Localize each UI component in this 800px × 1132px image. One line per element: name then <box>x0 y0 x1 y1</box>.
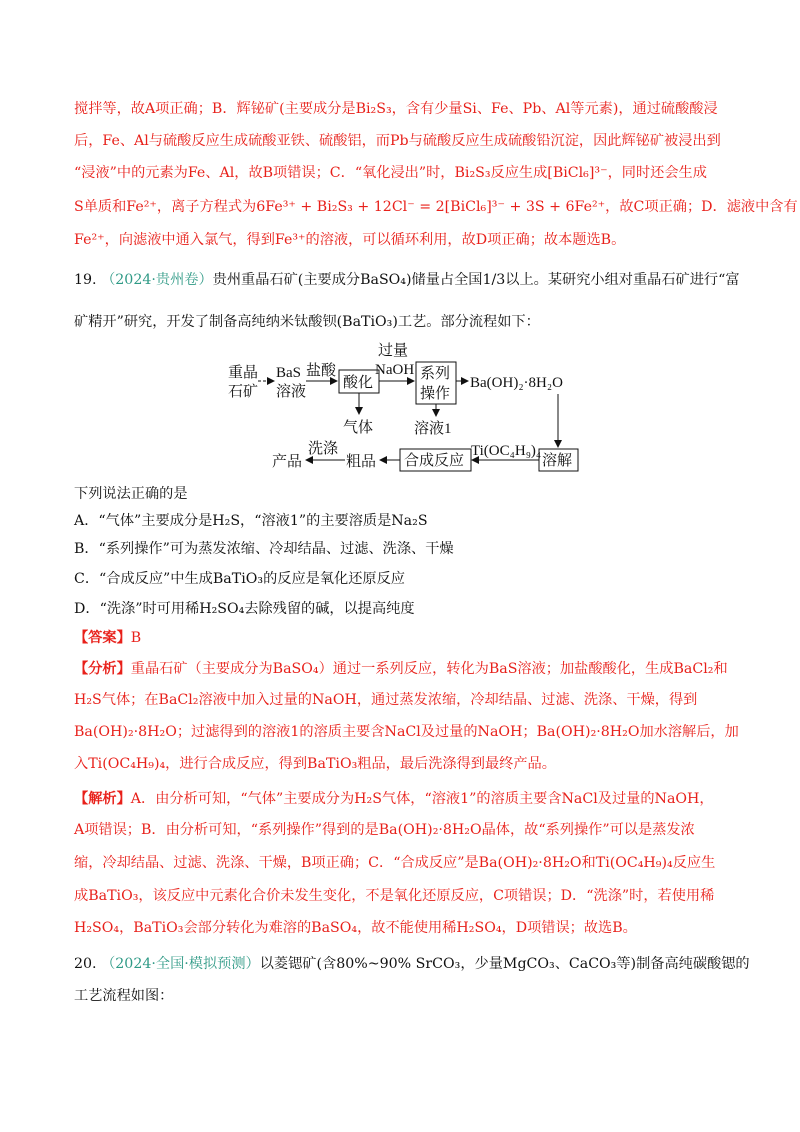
q19-analysis-line-1 <box>74 659 734 679</box>
flow-bas-2: 溶液 <box>276 384 307 400</box>
flow-bas-1: BaS <box>276 365 302 381</box>
analysis-text-1: 重晶石矿（主要成分为BaSO₄）通过一系列反应，转化为BaS溶液；加盐酸酸化，生成BaCl₂和 <box>130 661 728 677</box>
answer-value: B <box>130 630 142 646</box>
flow-sol1: 溶液1 <box>414 421 452 437</box>
q19-stem-text: 贵州重晶石矿(主要成分BaSO₄)储量占全国1/3以上。某研究小组对重晶石矿进行“富 <box>212 272 740 288</box>
q19-option-c: C．“合成反应”中生成BaTiO₃的反应是氧化还原反应 <box>74 571 405 587</box>
q19-explain-line-4: 成BaTiO₃，该反应中元素化合价未发生变化，不是氧化还原反应，C项错误；D．“洗涤”时，若使用稀 <box>74 888 715 904</box>
q19-explain-line-5: H₂SO₄，BaTiO₃会部分转化为难溶的BaSO₄，故不能使用稀H₂SO₄，D项错误；故选B。 <box>74 920 637 936</box>
flow-crude: 粗品 <box>346 454 377 470</box>
flow-final: 产品 <box>272 454 303 470</box>
q19-source-tag: （2024·贵州卷） <box>101 272 213 288</box>
q19-analysis-line-2: H₂S气体；在BaCl₂溶液中加入过量的NaOH，通过蒸发浓缩，冷却结晶、过滤、洗涤、干燥，得到 <box>74 692 698 708</box>
q19-analysis-line-3: Ba(OH)₂·8H₂O；过滤得到的溶液1的溶质主要含NaCl及过量的NaOH；Ba(OH)₂·8H₂O加水溶解后，加 <box>74 724 739 740</box>
flow-excess: 过量 <box>378 343 409 359</box>
analysis-tag: 【分析】 <box>74 661 131 677</box>
flow-dissolve: 溶解 <box>542 453 573 469</box>
q19-explain-line-2: A项错误；B．由分析可知，“系列操作”得到的是Ba(OH)₂·8H₂O晶体，故“系列操作”可以是蒸发浓 <box>74 822 695 838</box>
flow-naoh: NaOH <box>375 362 415 378</box>
q19-answer <box>74 628 734 648</box>
q19-option-b: B．“系列操作”可为蒸发浓缩、冷却结晶、过滤、洗涤、干燥 <box>74 541 454 557</box>
flow-ti: Ti(OC₄H₉)₄ <box>471 443 542 459</box>
flow-gas: 气体 <box>343 420 374 436</box>
q19-option-d: D．“洗涤”时可用稀H₂SO₄去除残留的碱，以提高纯度 <box>74 601 415 617</box>
flow-synth: 合成反应 <box>404 453 465 469</box>
q18-line-4: S单质和Fe²⁺，离子方程式为6Fe³⁺ + Bi₂S₃ + 12Cl⁻ = 2[BiCl₆]³⁻ + 3S + 6Fe²⁺，故C项正确；D．滤液中含有 <box>74 199 798 215</box>
q18-line-5: Fe²⁺，向滤液中通入氯气，得到Fe³⁺的溶液，可以循环利用，故D项正确；故本题选B。 <box>74 232 626 248</box>
explain-tag: 【解析】 <box>74 791 131 807</box>
answer-tag: 【答案】 <box>74 630 131 646</box>
q19-explain-line-1 <box>74 789 734 809</box>
q18-line-2: 后，Fe、Al与硫酸反应生成硫酸亚铁、硫酸铝，而Pb与硫酸反应生成硫酸铅沉淀，因此辉铋矿被浸出到 <box>74 133 721 149</box>
flow-product1: Ba(OH)₂·8H₂O <box>470 375 563 391</box>
q19-analysis-line-4: 入Ti(OC₄H₉)₄，进行合成反应，得到BaTiO₃粗品，最后洗涤得到最终产品。 <box>74 756 556 772</box>
flow-series-1: 系列 <box>420 366 451 382</box>
q19-question: 下列说法正确的是 <box>74 486 188 502</box>
q20-source-tag: （2024·全国·模拟预测） <box>101 956 260 972</box>
q18-line-3: “浸液”中的元素为Fe、Al，故B项错误；C．“氧化浸出”时，Bi₂S₃反应生成[BiCl₆]³⁻，同时还会生成 <box>74 165 707 181</box>
flow-wash: 洗涤 <box>308 441 339 457</box>
q19-number: 19. <box>74 272 97 288</box>
flow-hcl-label: 盐酸 <box>306 363 337 379</box>
q20-stem-line-2: 工艺流程如图： <box>74 988 174 1004</box>
q19-stem-line-2: 矿精开”研究，开发了制备高纯纳米钛酸钡(BaTiO₃)工艺。部分流程如下： <box>74 314 540 330</box>
flow-acidify: 酸化 <box>343 375 374 391</box>
flow-ore-2: 石矿 <box>228 384 259 400</box>
explain-text-1: A．由分析可知，“气体”主要成分为H₂S气体，“溶液1”的溶质主要含NaCl及过量的NaOH， <box>130 791 714 807</box>
q18-line-1: 搅拌等，故A项正确；B．辉铋矿(主要成分是Bi₂S₃，含有少量Si、Fe、Pb、Al等元素)，通过硫酸酸浸 <box>74 101 718 117</box>
q19-explain-line-3: 缩，冷却结晶、过滤、洗涤、干燥，B项正确；C．“合成反应”是Ba(OH)₂·8H₂O和Ti(OC₄H₉)₄反应生 <box>74 855 716 871</box>
q20-stem-text: 以菱锶矿(含80%~90% SrCO₃，少量MgCO₃、CaCO₃等)制备高纯碳酸锶的 <box>259 956 750 972</box>
q20-number: 20. <box>74 956 97 972</box>
q20-stem-line-1 <box>74 954 750 974</box>
q19-option-a: A．“气体”主要成分是H₂S，“溶液1”的主要溶质是Na₂S <box>74 513 428 529</box>
flow-ore-1: 重晶 <box>228 365 259 381</box>
flow-series-2: 操作 <box>420 386 451 402</box>
